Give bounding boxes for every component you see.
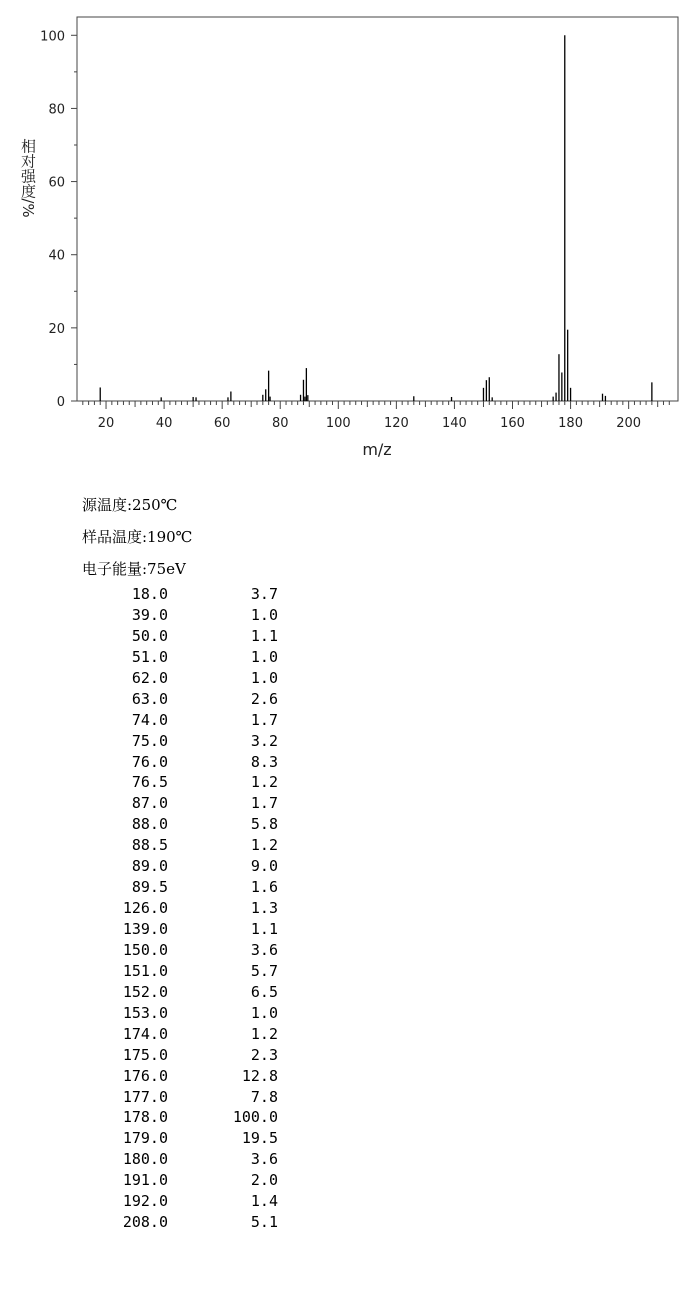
y-tick-label: 60 xyxy=(48,175,65,191)
y-tick-label: 100 xyxy=(40,29,65,45)
peak-mz: 151.0 xyxy=(122,961,168,980)
peak-mz: 74.0 xyxy=(131,710,168,729)
peak-row xyxy=(92,877,278,898)
peak-intensity: 1.3 xyxy=(250,899,278,918)
peak-mz: 18.0 xyxy=(131,585,168,603)
peak-intensity: 2.6 xyxy=(250,689,278,708)
peak-row xyxy=(92,710,278,731)
x-tick-label: 200 xyxy=(616,416,642,431)
peak-row xyxy=(92,1170,278,1191)
peak-intensity: 1.1 xyxy=(250,920,278,938)
peak-row xyxy=(92,772,278,793)
peak-intensity: 3.7 xyxy=(250,585,278,603)
peak-row xyxy=(92,1066,278,1087)
spectrum-peaks xyxy=(100,35,652,401)
peak-mz: 208.0 xyxy=(122,1213,168,1232)
peak-intensity: 1.4 xyxy=(250,1192,278,1211)
peak-row xyxy=(92,961,278,982)
peak-mz: 63.0 xyxy=(131,689,168,708)
peak-intensity: 2.3 xyxy=(250,1045,278,1064)
peak-mz: 88.5 xyxy=(131,836,168,855)
peak-intensity: 1.7 xyxy=(250,710,278,729)
peak-row xyxy=(92,1087,278,1108)
peak-row xyxy=(92,898,278,919)
y-tick-label: 20 xyxy=(48,321,65,337)
peak-intensity: 19.5 xyxy=(241,1129,278,1148)
peak-intensity: 9.0 xyxy=(250,857,278,876)
x-tick-label: 160 xyxy=(500,416,525,431)
peak-intensity: 6.5 xyxy=(250,982,278,1001)
peak-row xyxy=(92,1212,278,1233)
electron-energy: 电子能量:75eV xyxy=(82,560,186,578)
peak-mz: 75.0 xyxy=(131,731,168,750)
y-axis xyxy=(40,29,77,410)
x-tick-label: 40 xyxy=(155,416,173,431)
peak-intensity: 5.1 xyxy=(250,1213,278,1232)
peak-intensity: 1.2 xyxy=(250,836,278,855)
peak-row xyxy=(92,1128,278,1149)
peak-mz: 126.0 xyxy=(122,899,168,918)
peak-mz: 179.0 xyxy=(122,1129,168,1148)
peak-intensity: 2.0 xyxy=(250,1171,278,1190)
peak-intensity: 5.8 xyxy=(250,815,278,834)
peak-mz: 180.0 xyxy=(122,1150,168,1169)
peak-intensity: 3.2 xyxy=(250,731,278,750)
peak-intensity: 8.3 xyxy=(250,752,278,771)
peak-intensity: 1.6 xyxy=(250,878,278,897)
peak-row xyxy=(92,1191,278,1212)
peak-row xyxy=(92,1024,278,1045)
peak-row xyxy=(92,752,278,773)
x-tick-label: 20 xyxy=(97,416,115,431)
peak-mz: 177.0 xyxy=(122,1087,168,1106)
peak-mz: 62.0 xyxy=(131,668,168,687)
peak-mz: 175.0 xyxy=(122,1045,168,1064)
peak-mz: 150.0 xyxy=(122,940,168,959)
peak-intensity: 7.8 xyxy=(250,1087,278,1106)
peak-mz: 178.0 xyxy=(122,1108,168,1127)
peak-intensity: 1.1 xyxy=(250,626,278,645)
x-tick-label: 120 xyxy=(383,416,409,431)
peak-mz: 192.0 xyxy=(122,1192,168,1211)
source-temperature: 源温度:250℃ xyxy=(82,496,178,514)
peak-table xyxy=(92,584,278,1233)
sample-temperature: 样品温度:190℃ xyxy=(82,528,193,546)
peak-row xyxy=(92,835,278,856)
peak-mz: 76.5 xyxy=(131,773,168,792)
peak-row xyxy=(92,793,278,814)
peak-row xyxy=(92,814,278,835)
peak-row xyxy=(92,1003,278,1024)
peak-intensity: 3.6 xyxy=(250,940,278,959)
peak-row xyxy=(92,605,278,626)
peak-mz: 152.0 xyxy=(122,982,168,1001)
y-tick-label: 80 xyxy=(48,102,65,118)
peak-row xyxy=(92,919,278,940)
x-tick-label: 60 xyxy=(213,416,231,431)
peak-row xyxy=(92,584,278,605)
peak-row xyxy=(92,982,278,1003)
peak-intensity: 1.0 xyxy=(250,1003,278,1022)
peak-intensity: 1.7 xyxy=(250,794,278,813)
peak-mz: 153.0 xyxy=(122,1003,168,1022)
peak-mz: 191.0 xyxy=(122,1171,168,1190)
peak-intensity: 1.0 xyxy=(250,647,278,666)
x-axis xyxy=(83,401,669,431)
peak-row xyxy=(92,647,278,668)
x-tick-label: 140 xyxy=(442,416,467,431)
peak-intensity: 3.6 xyxy=(250,1150,278,1169)
peak-mz: 176.0 xyxy=(122,1066,168,1085)
peak-mz: 87.0 xyxy=(131,794,168,813)
peak-row xyxy=(92,731,278,752)
peak-mz: 174.0 xyxy=(122,1024,168,1043)
peak-row xyxy=(92,668,278,689)
peak-intensity: 1.2 xyxy=(250,773,278,792)
peak-mz: 139.0 xyxy=(122,920,168,938)
peak-intensity: 5.7 xyxy=(250,961,278,980)
peak-row xyxy=(92,856,278,877)
plot-frame xyxy=(77,17,678,401)
peak-row xyxy=(92,1149,278,1170)
peak-row xyxy=(92,1107,278,1128)
peak-intensity: 1.0 xyxy=(250,605,278,624)
x-axis-label: m/z xyxy=(362,440,392,459)
x-tick-label: 80 xyxy=(271,416,289,431)
peak-mz: 39.0 xyxy=(131,605,168,624)
peak-mz: 76.0 xyxy=(131,752,168,771)
peak-mz: 89.5 xyxy=(131,878,168,897)
peak-row xyxy=(92,1045,278,1066)
y-tick-label: 40 xyxy=(48,248,65,264)
peak-row xyxy=(92,626,278,647)
peak-mz: 88.0 xyxy=(131,815,168,834)
peak-mz: 89.0 xyxy=(131,857,168,876)
peak-intensity: 12.8 xyxy=(241,1066,278,1085)
mass-spectrum-chart xyxy=(0,0,687,470)
y-axis-label: 相对强度/% xyxy=(19,138,37,218)
peak-intensity: 1.0 xyxy=(250,668,278,687)
peak-row xyxy=(92,689,278,710)
peak-mz: 50.0 xyxy=(131,626,168,645)
peak-intensity: 100.0 xyxy=(232,1108,278,1127)
x-tick-label: 100 xyxy=(325,416,351,431)
y-tick-label: 0 xyxy=(56,395,65,410)
peak-row xyxy=(92,940,278,961)
peak-intensity: 1.2 xyxy=(250,1024,278,1043)
x-tick-label: 180 xyxy=(558,416,583,431)
peak-mz: 51.0 xyxy=(131,647,168,666)
